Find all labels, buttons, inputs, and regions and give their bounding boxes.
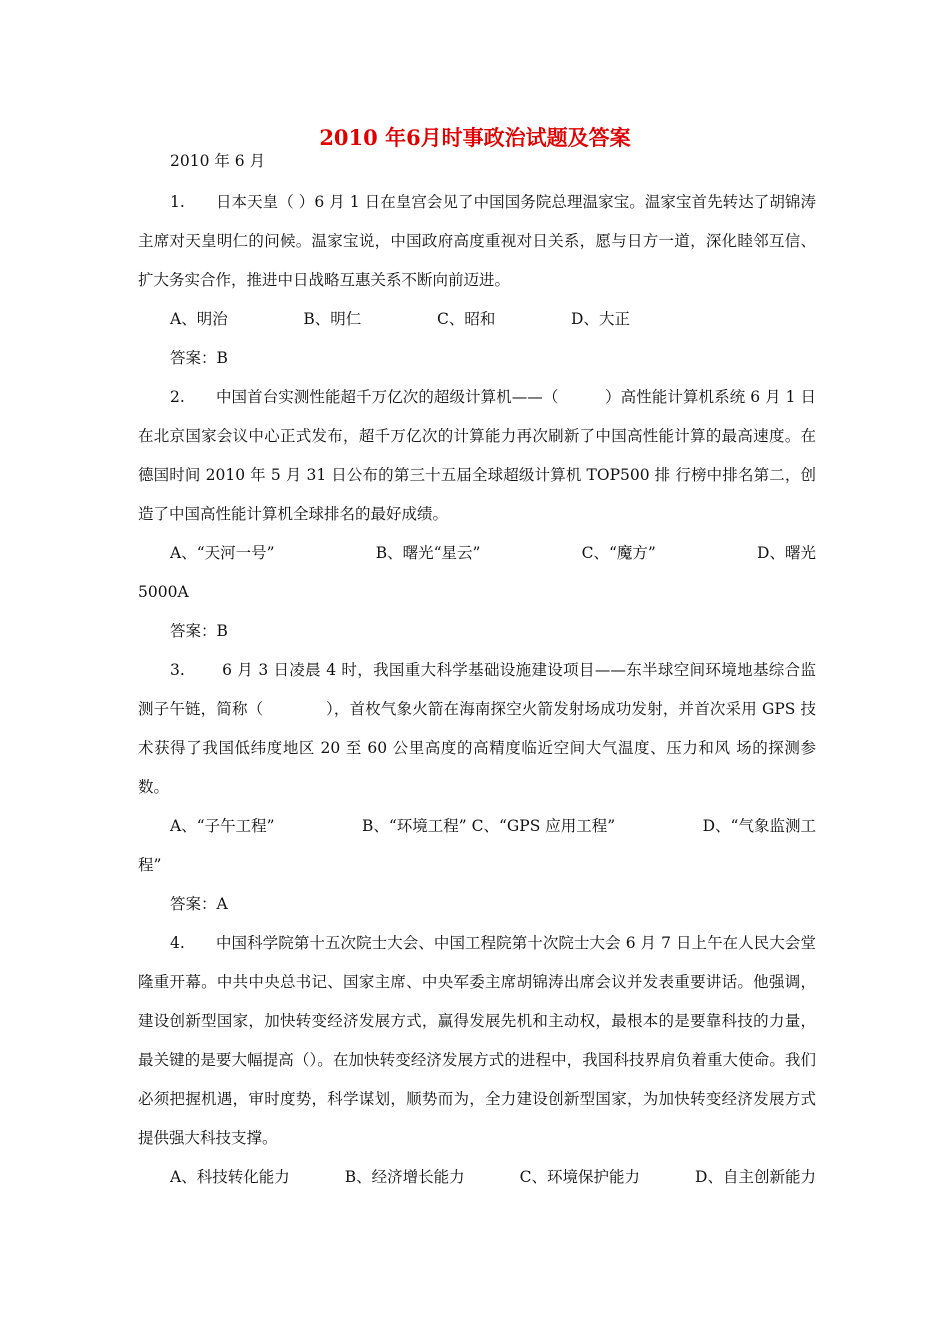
option-b: B、经济增长能力 bbox=[344, 1168, 465, 1186]
question-text: 2. 中国首台实测性能超千万亿次的超级计算机——（ ）高性能计算机系统 6 月 1 日在北京国家会议中心正式发布，超千万亿次的计算能力再次刷新了中国高性能计算的最高速度。在德国时间 2010 年 5 月 31 日公布的第三十五届全球超级计算机 TOP500 排 行榜中排名第二，创造了中国高性能计算机全球排名的最好成绩。 bbox=[138, 388, 816, 523]
option-d: D、自主创新能力 bbox=[695, 1168, 816, 1186]
option-c: C、昭和 bbox=[436, 310, 496, 328]
option-list bbox=[138, 807, 816, 846]
question-1 bbox=[138, 183, 816, 378]
document-body bbox=[138, 148, 816, 1197]
option-d-continued: 5000A bbox=[138, 583, 189, 601]
option-a: A、“天河一号” bbox=[170, 544, 275, 562]
document-date: 2010 年 6 月 bbox=[170, 152, 266, 170]
option-c: C、“魔方” bbox=[581, 544, 656, 562]
answer-line: 答案：A bbox=[170, 895, 228, 913]
option-a: A、科技转化能力 bbox=[170, 1168, 290, 1186]
option-list bbox=[138, 1158, 816, 1197]
option-b: B、明仁 bbox=[303, 310, 362, 328]
option-d: D、曙光 bbox=[757, 544, 816, 562]
option-d: D、大正 bbox=[571, 310, 630, 328]
answer-line: 答案：B bbox=[170, 349, 228, 367]
option-d-continued: 程” bbox=[138, 856, 162, 874]
answer-line: 答案：B bbox=[170, 622, 228, 640]
option-a: A、明治 bbox=[170, 310, 228, 328]
question-2 bbox=[138, 378, 816, 651]
option-a: A、“子午工程” bbox=[170, 817, 275, 835]
question-text: 4. 中国科学院第十五次院士大会、中国工程院第十次院士大会 6 月 7 日上午在人民大会堂隆重开幕。中共中央总书记、国家主席、中央军委主席胡锦涛出席会议并发表重要讲话。他强调，建设创新型国家，加快转变经济发展方式，赢得发展先机和主动权，最根本的是要靠科技的力量，最关键的是要大幅提高（）。在加快转变经济发展方式的进程中，我国科技界肩负着重大使命。我们必须把握机遇，审时度势，科学谋划，顺势而为，全力建设创新型国家，为加快转变经济发展方式提供强大科技支撑。 bbox=[138, 934, 816, 1147]
question-3 bbox=[138, 651, 816, 924]
option-d: D、“气象监测工 bbox=[702, 817, 816, 835]
option-list bbox=[138, 534, 816, 573]
option-list bbox=[138, 300, 816, 339]
option-b-c: B、“环境工程” C、“GPS 应用工程” bbox=[361, 817, 616, 835]
question-4 bbox=[138, 924, 816, 1197]
question-text: 3. 6 月 3 日凌晨 4 时，我国重大科学基础设施建设项目——东半球空间环境地基综合监测子午链，简称（ ），首枚气象火箭在海南探空火箭发射场成功发射，并首次采用 GPS 技术获得了我国低纬度地区 20 至 60 公里高度的高精度临近空间大气温度、压力和风 场的探测参数。 bbox=[138, 661, 816, 796]
document-title: 2010 年6月时事政治试题及答案 bbox=[319, 125, 631, 150]
option-c: C、环境保护能力 bbox=[519, 1168, 641, 1186]
question-text: 1. 日本天皇（ ）6 月 1 日在皇宫会见了中国国务院总理温家宝。温家宝首先转达了胡锦涛主席对天皇明仁的问候。温家宝说，中国政府高度重视对日关系，愿与日方一道，深化睦邻互信、扩大务实合作，推进中日战略互惠关系不断向前迈进。 bbox=[138, 193, 816, 289]
option-b: B、曙光“星云” bbox=[375, 544, 481, 562]
